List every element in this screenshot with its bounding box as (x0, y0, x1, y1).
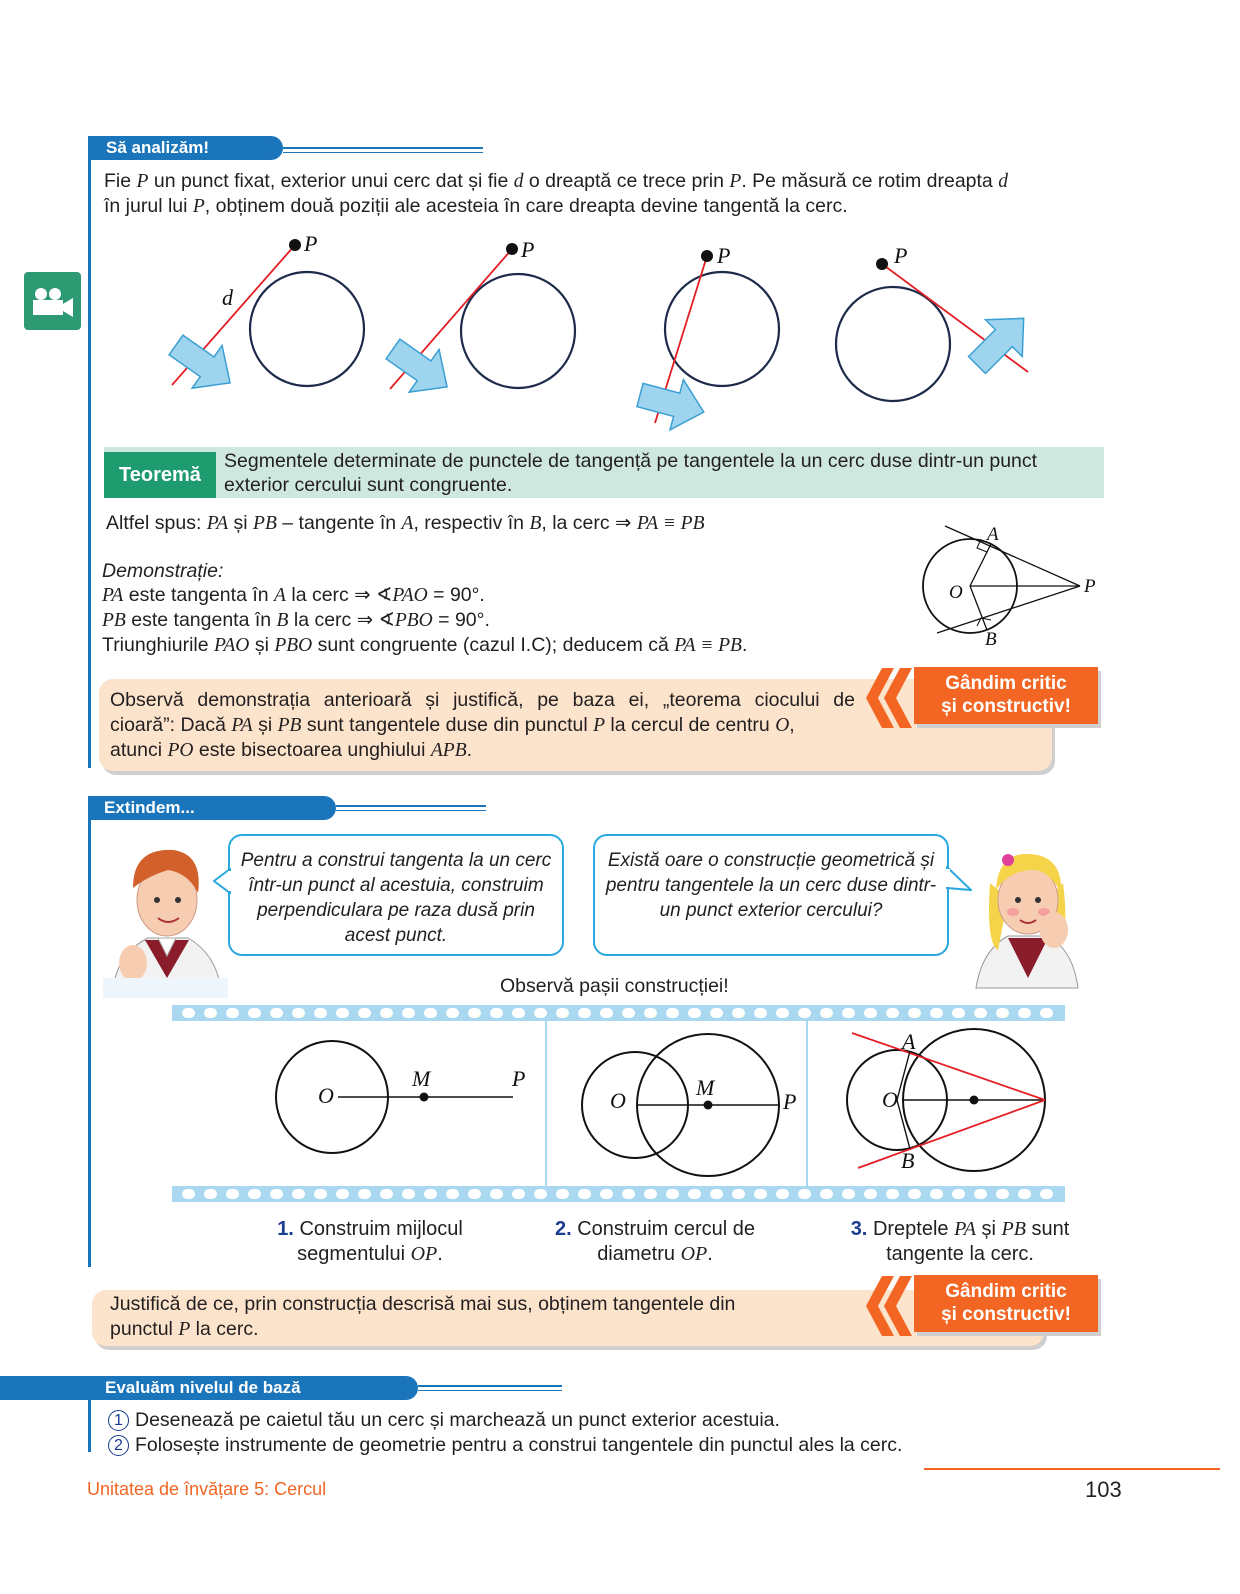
critic-2-text: Justifică de ce, prin construcția descrisă mai sus, obținem tangentele din punctul P la cerc. (110, 1293, 736, 1340)
film-perforation (600, 1008, 613, 1018)
film-perforation (556, 1189, 569, 1199)
girl-speech-bubble: Există oare o construcție geometrică și pentru tangentele la un cerc duse dintr-un punct exterior cercului? (593, 834, 949, 956)
rot-circle-4 (836, 287, 950, 401)
critic-1-text: Observă demonstrația anterioară și justifică, pe baza ei, „teorema ciocului de cioară”: Dacă PA și PB sunt tangentele duse din punctul P la cercul de centru O, atunci PO este bisectoarea unghiului APB. (110, 689, 855, 761)
film-perforation (380, 1189, 393, 1199)
footer-unit-title: Unitatea de învățare 5: Cercul (87, 1479, 327, 1499)
film-perforation (622, 1189, 635, 1199)
girl-bubble-tail (946, 866, 972, 894)
step-3-caption: 3. Dreptele PA și PB sunt tangente la cerc. (850, 1218, 1070, 1265)
film-perforation (204, 1008, 217, 1018)
proof-figure (915, 520, 1105, 650)
film-perforation (270, 1008, 283, 1018)
film-perforation (886, 1008, 899, 1018)
critic-2-chevrons (866, 1276, 914, 1336)
film-perforation (512, 1189, 525, 1199)
film-perforation (732, 1189, 745, 1199)
section-analyze-rule-thin (283, 152, 483, 153)
film-perforation (732, 1008, 745, 1018)
construction-step-2-figure (572, 1025, 802, 1185)
film-perforation (468, 1008, 481, 1018)
film-perforation (952, 1008, 965, 1018)
film-perforation (578, 1189, 591, 1199)
svg-text:A: A (902, 1029, 916, 1054)
svg-text:O: O (610, 1088, 626, 1113)
film-perforation (1040, 1189, 1053, 1199)
exercise-1: 1 Desenează pe caietul tău un cerc și marchează un punct exterior acestuia. (108, 1408, 780, 1433)
observe-steps-label: Observă pașii construcției! (500, 975, 729, 997)
film-perforation (490, 1008, 503, 1018)
film-divider-1 (545, 1021, 547, 1186)
film-perforation (534, 1008, 547, 1018)
film-perforation (248, 1189, 261, 1199)
film-perforation (886, 1189, 899, 1199)
film-strip-bottom (172, 1186, 1065, 1202)
left-rule-top (88, 148, 91, 768)
film-perforation (776, 1189, 789, 1199)
rot-circle-1 (250, 272, 364, 386)
film-divider-2 (806, 1021, 808, 1186)
proof-line-1: PA este tangenta în A la cerc ⇒ ∢PAO = 90°. (102, 584, 485, 606)
svg-text:P: P (512, 1066, 526, 1091)
rot-label-P-3: P (717, 243, 731, 268)
film-perforation (864, 1008, 877, 1018)
film-perforation (226, 1008, 239, 1018)
rot-label-P-4: P (894, 243, 908, 268)
film-perforation (402, 1189, 415, 1199)
film-perforation (952, 1189, 965, 1199)
left-rule-evaluate (88, 1400, 91, 1452)
film-perforation (754, 1008, 767, 1018)
rot-label-d: d (222, 285, 233, 310)
film-perforation (710, 1189, 723, 1199)
section-evaluate-rule (418, 1385, 562, 1387)
film-perforation (292, 1008, 305, 1018)
film-perforation (292, 1189, 305, 1199)
theorem-text: Segmentele determinate de punctele de tangență pe tangentele la un cerc duse dintr-un punct exterior cercului sunt congruente. (224, 450, 1038, 496)
film-perforation (688, 1008, 701, 1018)
film-perforation (358, 1189, 371, 1199)
film-perforation (336, 1008, 349, 1018)
film-perforation (908, 1189, 921, 1199)
film-perforation (468, 1189, 481, 1199)
film-perforation (754, 1189, 767, 1199)
otherwise-line: Altfel spus: PA și PB – tangente în A, respectiv în B, la cerc ⇒ PA ≡ PB (106, 512, 705, 534)
film-perforation (1018, 1189, 1031, 1199)
film-perforation (1018, 1008, 1031, 1018)
film-perforation (842, 1189, 855, 1199)
film-perforation (204, 1189, 217, 1199)
film-perforation (688, 1189, 701, 1199)
film-perforation (512, 1008, 525, 1018)
svg-text:B: B (901, 1148, 915, 1173)
rot-label-P-2: P (521, 237, 535, 262)
film-perforation (710, 1008, 723, 1018)
section-extend-tab: Extindem... (88, 796, 336, 820)
film-perforation (358, 1008, 371, 1018)
film-perforation (226, 1189, 239, 1199)
proof-label-A: A (987, 524, 999, 545)
section-extend-rule-thin (336, 810, 486, 811)
film-perforation (842, 1008, 855, 1018)
film-perforation (182, 1008, 195, 1018)
proof-line-2: PB este tangenta în B la cerc ⇒ ∢PBO = 90°. (102, 609, 490, 631)
step-2-caption: 2. Construim cercul de diametru OP. (554, 1218, 756, 1265)
film-perforation (644, 1189, 657, 1199)
film-perforation (490, 1189, 503, 1199)
construction-step-1-figure (270, 1030, 540, 1170)
film-perforation (1040, 1008, 1053, 1018)
film-perforation (820, 1189, 833, 1199)
film-perforation (974, 1008, 987, 1018)
section-analyze-rule (283, 147, 483, 149)
svg-text:O: O (318, 1083, 334, 1108)
proof-line-3: Triunghiurile PAO și PBO sunt congruente (cazul I.C); deducem că PA ≡ PB. (102, 634, 748, 656)
proof-label-O: O (949, 582, 963, 603)
rot-point-1 (289, 239, 301, 251)
construction-step-3-figure (840, 1025, 1065, 1185)
film-perforation (446, 1008, 459, 1018)
film-perforation (644, 1008, 657, 1018)
film-perforation (996, 1189, 1009, 1199)
svg-text:M: M (412, 1066, 431, 1091)
section-analyze-tab: Să analizăm! (88, 136, 283, 160)
film-perforation (666, 1008, 679, 1018)
step-1-caption: 1. Construim mijlocul segmentului OP. (277, 1218, 463, 1265)
section-evaluate-tab: Evaluăm nivelul de bază (0, 1376, 418, 1400)
film-perforation (556, 1008, 569, 1018)
film-perforation (996, 1008, 1009, 1018)
rot-circle-3 (665, 272, 779, 386)
rot-line-4 (882, 264, 1028, 372)
rotation-figures (150, 225, 1050, 440)
film-strip-top (172, 1005, 1065, 1021)
rot-point-3 (701, 250, 713, 262)
svg-text:M: M (696, 1075, 715, 1100)
section-extend-rule (336, 805, 486, 807)
svg-text:P: P (783, 1089, 797, 1114)
proof-title: Demonstrație: (102, 560, 224, 582)
critic-1-badge: Gândim critic și constructiv! (914, 667, 1098, 724)
film-perforation (424, 1008, 437, 1018)
exercise-2: 2 Folosește instrumente de geometrie pentru a construi tangentele din punctul ales la cerc. (108, 1433, 902, 1458)
rot-circle-2 (461, 274, 575, 388)
video-camera-icon[interactable] (24, 272, 81, 330)
film-perforation (798, 1008, 811, 1018)
film-perforation (446, 1189, 459, 1199)
svg-text:O: O (882, 1087, 898, 1112)
film-perforation (600, 1189, 613, 1199)
film-perforation (974, 1189, 987, 1199)
film-perforation (534, 1189, 547, 1199)
intro-paragraph: Fie P un punct fixat, exterior unui cerc dat și fie d o dreaptă ce trece prin P. Pe măsură ce rotim dreapta d în jurul lui P, obținem două poziții ale acesteia în care dreapta devine tangentă la cerc. (104, 170, 1008, 217)
film-perforation (182, 1189, 195, 1199)
boy-bubble-tail (213, 868, 231, 894)
boy-speech-bubble: Pentru a construi tangenta la un cerc într-un punct al acestuia, construim perpendiculara pe raza dusă prin acest punct. (228, 834, 564, 956)
boy-character-image (103, 838, 228, 998)
film-perforation (380, 1008, 393, 1018)
film-perforation (622, 1008, 635, 1018)
film-perforation (798, 1189, 811, 1199)
film-perforation (314, 1008, 327, 1018)
film-perforation (864, 1189, 877, 1199)
film-perforation (930, 1008, 943, 1018)
proof-label-B: B (985, 629, 997, 650)
rot-point-2 (506, 243, 518, 255)
film-perforation (578, 1008, 591, 1018)
page-number: 103 (1085, 1477, 1122, 1502)
footer-rule (924, 1468, 1220, 1470)
rot-label-P-1: P (304, 231, 318, 256)
film-perforation (270, 1189, 283, 1199)
section-evaluate-rule-thin (418, 1390, 562, 1391)
film-perforation (402, 1008, 415, 1018)
film-perforation (424, 1189, 437, 1199)
rot-point-4 (876, 258, 888, 270)
girl-character-image (968, 838, 1083, 993)
film-perforation (666, 1189, 679, 1199)
theorem-label: Teoremă (104, 452, 216, 498)
critic-1-chevrons (866, 668, 914, 728)
film-perforation (820, 1008, 833, 1018)
film-perforation (336, 1189, 349, 1199)
left-rule-bottom (88, 812, 91, 1267)
film-perforation (908, 1008, 921, 1018)
film-perforation (314, 1189, 327, 1199)
film-perforation (930, 1189, 943, 1199)
critic-2-badge: Gândim critic și constructiv! (914, 1275, 1098, 1332)
film-perforation (776, 1008, 789, 1018)
film-perforation (248, 1008, 261, 1018)
proof-label-P: P (1084, 576, 1096, 597)
